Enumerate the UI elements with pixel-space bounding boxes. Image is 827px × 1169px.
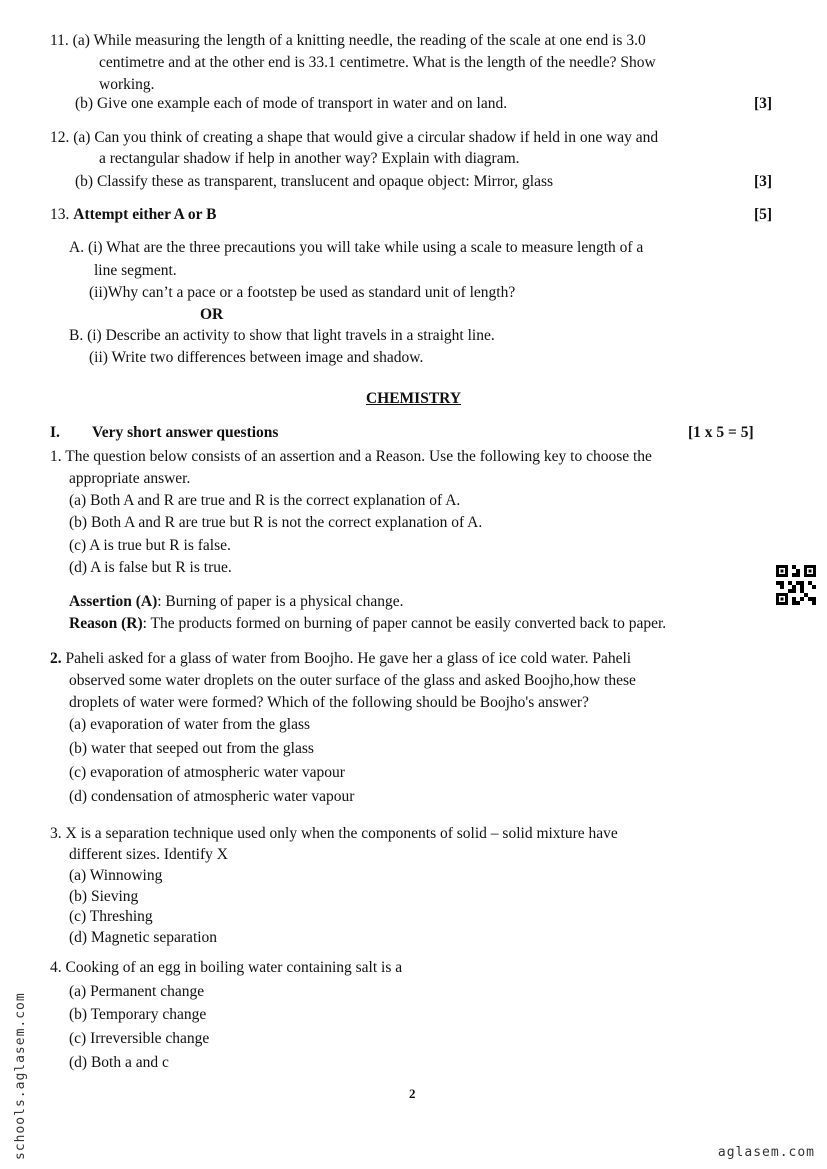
q13-a-line1: A. (i) What are the three precautions you will take while using a scale to measure length of a <box>69 239 644 256</box>
section-label: Very short answer questions <box>92 424 279 441</box>
q11-a-line1: 11. (a) While measuring the length of a knitting needle, the reading of the scale at one end is 3.0 <box>50 32 646 49</box>
reason-label: Reason (R) <box>69 615 143 632</box>
q13-heading-text: Attempt either A or B <box>73 206 217 223</box>
q12-marks: [3] <box>754 173 773 190</box>
chem-q2-number: 2. <box>50 650 62 667</box>
chem-q2-option-d: (d) condensation of atmospheric water vapour <box>69 788 355 805</box>
chemistry-title: CHEMISTRY <box>365 390 462 407</box>
chem-q1-line2: appropriate answer. <box>69 470 191 487</box>
reason-text: : The products formed on burning of paper cannot be easily converted back to paper. <box>142 615 667 632</box>
chem-q4-option-c: (c) Irreversible change <box>69 1030 210 1047</box>
section-marks: [1 x 5 = 5] <box>688 424 754 441</box>
chem-q3-option-c: (c) Threshing <box>69 908 153 925</box>
q13-number: 13. <box>50 206 70 223</box>
chem-q3-line1: 3. X is a separation technique used only when the components of solid – solid mixture have <box>50 825 618 842</box>
assertion-text: : Burning of paper is a physical change. <box>157 593 404 610</box>
q13-b-i: B. (i) Describe an activity to show that light travels in a straight line. <box>69 327 495 344</box>
chem-q4-option-b: (b) Temporary change <box>69 1006 207 1023</box>
q13-or: OR <box>200 306 224 323</box>
q13-heading <box>50 204 216 226</box>
q11-a-line3: working. <box>99 76 155 93</box>
chem-q4-option-a: (a) Permanent change <box>69 983 205 1000</box>
chem-q3-option-b: (b) Sieving <box>69 888 139 905</box>
chem-q1-option-a: (a) Both A and R are true and R is the correct explanation of A. <box>69 492 461 509</box>
chem-q1-assertion <box>69 591 403 613</box>
q13-b-ii: (ii) Write two differences between image and shadow. <box>89 349 424 366</box>
chem-q3-option-d: (d) Magnetic separation <box>69 929 218 946</box>
chem-q4-option-d: (d) Both a and c <box>69 1054 169 1071</box>
q11-a-line2: centimetre and at the other end is 33.1 centimetre. What is the length of the needle? Show <box>99 54 656 71</box>
q11-b: (b) Give one example each of mode of transport in water and on land. <box>75 95 508 112</box>
footer-watermark: aglasem.com <box>717 1145 815 1160</box>
chem-q2-line2: observed some water droplets on the outer surface of the glass and asked Boojho,how these <box>69 672 636 689</box>
q13-a-line2: line segment. <box>94 262 177 279</box>
chem-q1-option-d: (d) A is false but R is true. <box>69 559 232 576</box>
q13-marks: [5] <box>754 206 773 223</box>
qr-code-icon <box>776 565 816 605</box>
chem-q1-reason <box>69 613 666 635</box>
q13-a-ii: (ii)Why can’t a pace or a footstep be used as standard unit of length? <box>89 284 516 301</box>
chem-q2-line1 <box>50 648 631 670</box>
section-number: I. <box>50 424 60 441</box>
q12-b: (b) Classify these as transparent, translucent and opaque object: Mirror, glass <box>75 173 554 190</box>
chem-q2-option-c: (c) evaporation of atmospheric water vapour <box>69 764 345 781</box>
chem-q2-line3: droplets of water were formed? Which of the following should be Boojho's answer? <box>69 694 589 711</box>
chem-q2-line1-text: Paheli asked for a glass of water from Boojho. He gave her a glass of ice cold water. Paheli <box>61 650 632 667</box>
q12-a-line2: a rectangular shadow if help in another way? Explain with diagram. <box>99 150 520 167</box>
chem-q1-option-c: (c) A is true but R is false. <box>69 537 231 554</box>
chem-q1-option-b: (b) Both A and R are true but R is not the correct explanation of A. <box>69 514 483 531</box>
side-watermark: schools.aglasem.com <box>13 992 28 1160</box>
chem-q2-option-a: (a) evaporation of water from the glass <box>69 716 311 733</box>
assertion-label: Assertion (A) <box>69 593 158 610</box>
chem-q2-option-b: (b) water that seeped out from the glass <box>69 740 314 757</box>
chem-q3-line2: different sizes. Identify X <box>69 846 228 863</box>
page-number: 2 <box>409 1086 416 1101</box>
q11-marks: [3] <box>754 95 773 112</box>
chem-q3-option-a: (a) Winnowing <box>69 867 163 884</box>
q12-a-line1: 12. (a) Can you think of creating a shape that would give a circular shadow if held in one way and <box>50 129 659 146</box>
chem-q4-line1: 4. Cooking of an egg in boiling water containing salt is a <box>50 959 403 976</box>
chem-q1-line1: 1. The question below consists of an assertion and a Reason. Use the following key to choose the <box>50 448 652 465</box>
